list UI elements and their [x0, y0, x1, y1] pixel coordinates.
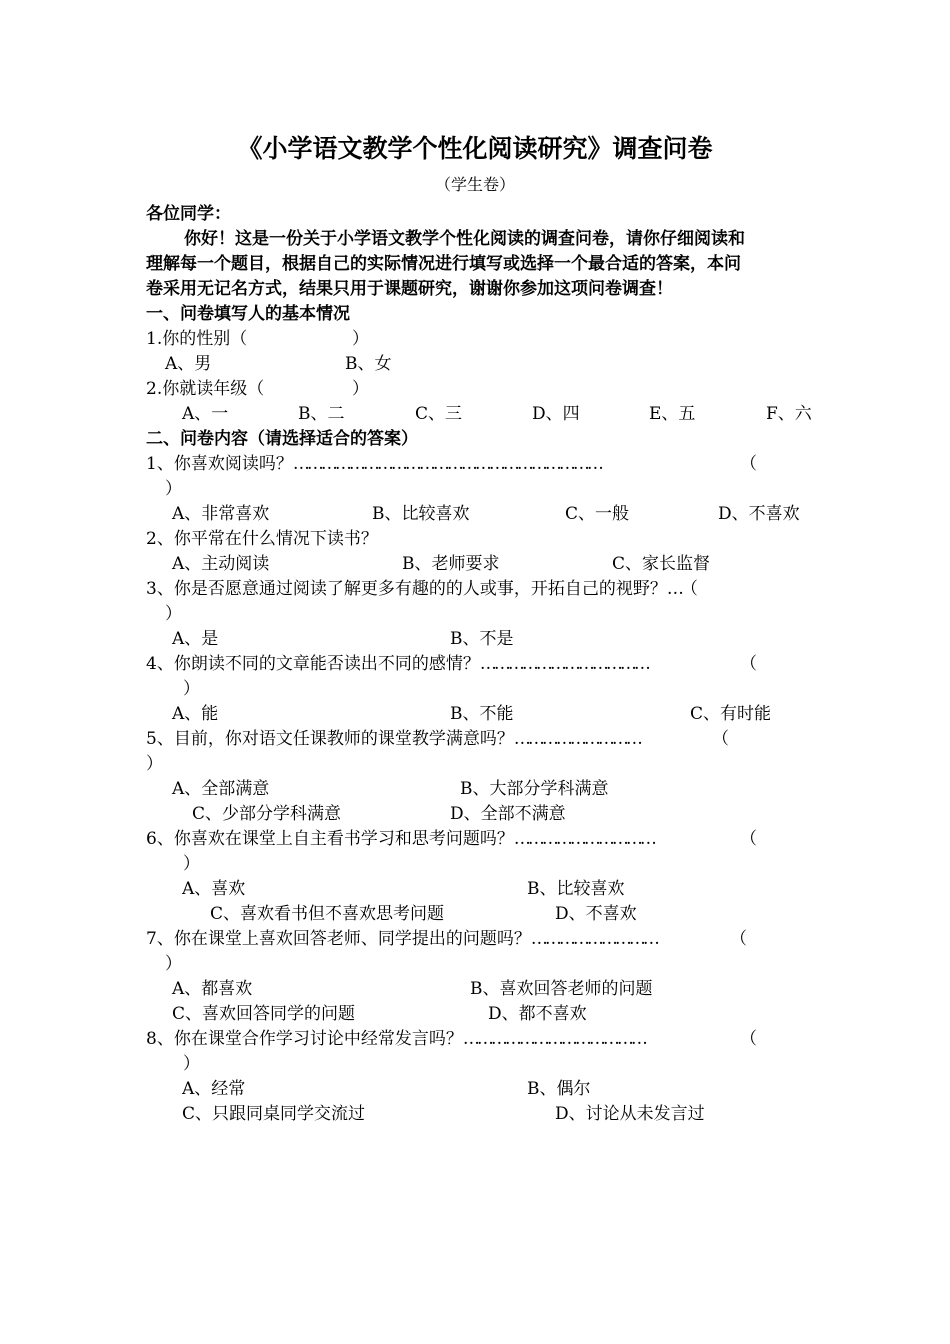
section2-heading: 二、问卷内容（请选择适合的答案）	[146, 429, 418, 449]
question-5-option-c: C、少部分学科满意	[192, 804, 342, 824]
question-5-option-b: B、大部分学科满意	[460, 779, 609, 799]
question-1-option-c: C、一般	[565, 504, 630, 524]
question-6-option-c: C、喜欢看书但不喜欢思考问题	[210, 904, 445, 924]
question-6-answer-open: （	[740, 829, 757, 849]
question-4-option-c: C、有时能	[690, 704, 772, 724]
question-2-option-b: B、老师要求	[402, 554, 500, 574]
question-7-option-a: A、都喜欢	[172, 979, 253, 999]
question-4-answer-close: ）	[183, 679, 200, 699]
question-1-answer-close: ）	[165, 479, 182, 499]
question-4-option-b: B、不能	[450, 704, 514, 724]
question-7-option-d: D、都不喜欢	[488, 1004, 587, 1024]
q1-option-b: B、女	[345, 354, 392, 374]
q2-answer-close: ）	[352, 379, 369, 399]
question-8-option-a: A、经常	[182, 1079, 246, 1099]
question-2-option-a: A、主动阅读	[172, 554, 270, 574]
question-4-answer-open: （	[740, 654, 757, 674]
question-2-option-c: C、家长监督	[612, 554, 711, 574]
question-3-option-a: A、是	[172, 629, 219, 649]
q2-option-f: F、六	[766, 404, 812, 424]
question-5-answer-close: ）	[146, 754, 163, 774]
question-4-option-a: A、能	[172, 704, 219, 724]
question-1-option-d: D、不喜欢	[718, 504, 800, 524]
question-8-answer-open: （	[740, 1029, 757, 1049]
question-8-option-c: C、只跟同桌同学交流过	[182, 1104, 366, 1124]
question-7-option-c: C、喜欢回答同学的问题	[172, 1004, 356, 1024]
question-3-text: 3、你是否愿意通过阅读了解更多有趣的的人或事，开拓自己的视野？…（	[146, 579, 698, 599]
question-5-option-d: D、全部不满意	[450, 804, 566, 824]
question-4-text: 4、你朗读不同的文章能否读出不同的感情？………………………………	[146, 654, 648, 674]
q1-option-a: A、男	[165, 354, 212, 374]
question-5-answer-open: （	[712, 729, 729, 749]
q2-option-b: B、二	[298, 404, 345, 424]
question-7-text: 7、你在课堂上喜欢回答老师、同学提出的问题吗？………………………	[146, 929, 657, 949]
section1-heading: 一、问卷填写人的基本情况	[146, 304, 350, 324]
question-6-text: 6、你喜欢在课堂上自主看书学习和思考问题吗？…………………………	[146, 829, 654, 849]
document-subtitle: （学生卷）	[434, 175, 515, 194]
intro-line-1: 你好！这是一份关于小学语文教学个性化阅读的调查问卷，请你仔细阅读和	[184, 229, 745, 249]
question-7-option-b: B、喜欢回答老师的问题	[470, 979, 653, 999]
q2-option-c: C、三	[415, 404, 463, 424]
q2-option-a: A、一	[182, 404, 229, 424]
question-6-option-d: D、不喜欢	[555, 904, 637, 924]
question-1-option-b: B、比较喜欢	[372, 504, 470, 524]
question-6-option-a: A、喜欢	[182, 879, 246, 899]
question-5-option-a: A、全部满意	[172, 779, 270, 799]
question-6-option-b: B、比较喜欢	[527, 879, 625, 899]
question-1-answer-open: （	[740, 454, 757, 474]
q2-option-e: E、五	[649, 404, 696, 424]
intro-line-3: 卷采用无记名方式，结果只用于课题研究，谢谢你参加这项问卷调查！	[146, 279, 673, 299]
question-2-text: 2、你平常在什么情况下读书？	[146, 529, 378, 549]
q1-text: 1.你的性别（	[146, 329, 248, 349]
q1-answer-close: ）	[352, 329, 369, 349]
document-title: 《小学语文教学个性化阅读研究》调查问卷	[237, 134, 713, 163]
greeting: 各位同学：	[146, 204, 231, 224]
q2-text: 2.你就读年级（	[146, 379, 265, 399]
question-5-text: 5、目前，你对语文任课教师的课堂教学满意吗？………………………	[146, 729, 640, 749]
question-8-option-b: B、偶尔	[527, 1079, 591, 1099]
question-1-option-a: A、非常喜欢	[172, 504, 270, 524]
question-7-answer-close: ）	[165, 954, 182, 974]
question-8-text: 8、你在课堂合作学习讨论中经常发言吗？…………………………………	[146, 1029, 645, 1049]
question-8-answer-close: ）	[183, 1054, 200, 1074]
q2-option-d: D、四	[532, 404, 580, 424]
question-3-option-b: B、不是	[450, 629, 514, 649]
question-3-answer-close: ）	[165, 604, 182, 624]
question-8-option-d: D、讨论从未发言过	[555, 1104, 705, 1124]
question-6-answer-close: ）	[183, 854, 200, 874]
intro-line-2: 理解每一个题目，根据自己的实际情况进行填写或选择一个最合适的答案，本问	[146, 254, 741, 274]
question-7-answer-open: （	[730, 929, 747, 949]
question-1-text: 1、你喜欢阅读吗？…………………………………………………………	[146, 454, 601, 474]
